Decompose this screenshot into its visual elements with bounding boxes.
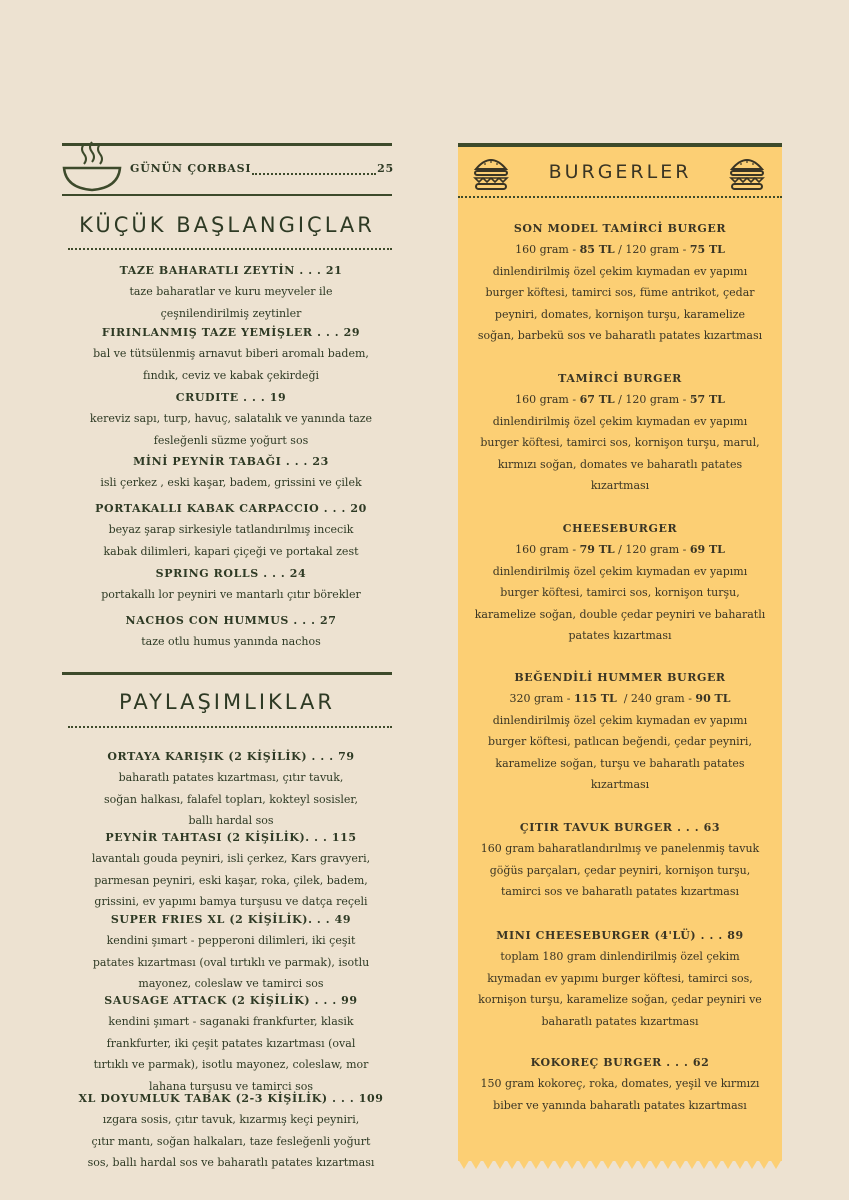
price-value: 90 TL	[695, 692, 731, 705]
menu-item-description-line: göğüs parçaları, çedar peyniri, kornişon turşu,	[489, 863, 751, 877]
menu-item-description-line: kornişon turşu, karamelize soğan, çedar peyniri ve	[478, 993, 762, 1006]
menu-item-description-line: frankfurter, iki çeşit patates kızartması (oval	[106, 1036, 356, 1050]
menu-item-name: TAZE BAHARATLI ZEYTİN . . . 21	[119, 264, 343, 277]
price-value: 57 TL	[689, 393, 725, 406]
menu-item	[62, 498, 400, 562]
soup-bottom-rule	[62, 194, 392, 196]
soup-price: 25	[377, 162, 394, 175]
menu-item-name: SAUSAGE ATTACK (2 KİŞİLİK) . . . 99	[104, 994, 358, 1007]
menu-item-name: SON MODEL TAMİRCİ BURGER	[513, 222, 727, 235]
menu-item	[62, 451, 400, 494]
menu-item	[458, 817, 782, 903]
menu-item-description-line: çeşnilendirilmiş zeytinler	[160, 306, 302, 320]
menu-item-name: CHEESEBURGER	[562, 522, 678, 535]
section-title-starters: KÜÇÜK BAŞLANGIÇLAR	[79, 213, 375, 237]
price-portion: / 120 gram -	[614, 543, 690, 556]
menu-item-description-line: burger köftesi, tamirci sos, kornişon turşu, marul,	[480, 436, 760, 449]
menu-item-price	[458, 539, 782, 561]
section-title-sharing: PAYLAŞIMLIKLAR	[119, 690, 335, 714]
menu-item-description-line: tırtıklı ve parmak), isotlu mayonez, coleslaw, mor	[93, 1058, 369, 1071]
menu-item	[62, 909, 400, 995]
menu-item-name: BEĞENDİLİ HUMMER BURGER	[514, 671, 726, 684]
menu-item-description-line: kereviz sapı, turp, havuç, salatalık ve yanında taze	[89, 412, 373, 425]
price-portion: 160 gram -	[515, 393, 580, 406]
menu-item-price	[458, 239, 782, 261]
menu-item-description-line: burger köftesi, tamirci sos, füme antrikot, çedar	[485, 286, 755, 299]
price-value: 79 TL	[579, 543, 615, 556]
menu-item-description-line: soğan halkası, falafel topları, kokteyl sosisler,	[104, 792, 358, 806]
menu-item-description-line: kırmızı soğan, domates ve baharatlı patates	[497, 457, 743, 471]
menu-item-description-line: baharatlı patates kızartması	[541, 1014, 699, 1028]
menu-item	[458, 925, 782, 1032]
soup-leader-dots	[252, 173, 376, 175]
menu-item-name: NACHOS CON HUMMUS . . . 27	[125, 614, 337, 627]
menu-item-description-line: parmesan peyniri, eski kaşar, roka, çilek, badem,	[94, 873, 368, 887]
price-portion: 160 gram -	[515, 543, 580, 556]
menu-item-description-line: mayonez, coleslaw ve tamirci sos	[138, 977, 324, 990]
burger-icon	[472, 155, 510, 191]
menu-item-name: PORTAKALLI KABAK CARPACCIO . . . 20	[95, 502, 367, 515]
menu-item-description-line: 150 gram kokoreç, roka, domates, yeşil ve kırmızı	[480, 1077, 760, 1090]
menu-item-description-line: biber ve yanında baharatlı patates kızartması	[493, 1098, 747, 1112]
price-value: 67 TL	[579, 393, 615, 406]
price-portion: 320 gram -	[509, 692, 575, 705]
menu-item	[62, 990, 400, 1097]
sharing-top-rule	[62, 672, 392, 675]
menu-item-description-line: grissini, ev yapımı bamya turşusu ve datça reçeli	[94, 895, 368, 908]
menu-item-description-line: peyniri, domates, kornişon turşu, karamelize	[494, 307, 746, 321]
price-portion: 160 gram -	[515, 243, 580, 256]
price-portion: / 240 gram -	[616, 692, 696, 705]
menu-item	[458, 518, 782, 647]
menu-item-description-line: isli çerkez , eski kaşar, badem, grissini ve çilek	[100, 476, 362, 489]
menu-item	[62, 563, 400, 606]
menu-item-name: ÇITIR TAVUK BURGER . . . 63	[519, 821, 721, 834]
price-value: 115 TL	[574, 692, 617, 705]
menu-item-description-line: fesleğenli süzme yoğurt sos	[153, 433, 309, 447]
menu-item-description-line: kendini şımart - pepperoni dilimleri, iki çeşit	[106, 934, 356, 947]
menu-item-description-line: patates kızartması (oval tırtıklı ve parmak), isotlu	[92, 955, 370, 969]
menu-item-description-line: dinlendirilmiş özel çekim kıymadan ev yapımı	[492, 564, 748, 578]
menu-item-description-line: sos, ballı hardal sos ve baharatlı patates kızartması	[87, 1156, 375, 1169]
menu-item	[458, 368, 782, 497]
menu-item-description-line: beyaz şarap sirkesiyle tatlandırılmış incecik	[108, 523, 354, 536]
menu-item-description-line: lavantalı gouda peyniri, isli çerkez, Kars gravyeri,	[91, 852, 371, 865]
menu-item	[62, 1088, 400, 1174]
menu-item-description-line: burger köftesi, tamirci sos, kornişon turşu,	[500, 586, 740, 599]
menu-item-description-line: kızartması	[590, 479, 650, 492]
menu-item-description-line: karamelize soğan, double çedar peyniri ve baharatlı	[474, 607, 766, 621]
menu-item-price	[458, 688, 782, 710]
section-title-burgers: BURGERLER	[548, 161, 692, 183]
menu-item-price	[458, 389, 782, 411]
menu-item-description-line: soğan, barbekü sos ve baharatlı patates kızartması	[477, 329, 763, 342]
menu-item-description-line: kızartması	[590, 778, 650, 791]
menu-item-description-line: portakallı lor peyniri ve mantarlı çıtır börekler	[101, 588, 361, 601]
menu-item-description-line: çıtır mantı, soğan halkaları, taze fesleğenli yoğurt	[91, 1134, 371, 1148]
menu-item	[62, 827, 400, 913]
banner-top-rule	[458, 143, 782, 147]
menu-item-description-line: patates kızartması	[568, 629, 672, 642]
menu-item-description-line: dinlendirilmiş özel çekim kıymadan ev yapımı	[492, 713, 748, 727]
price-value: 85 TL	[579, 243, 615, 256]
menu-item-name: ORTAYA KARIŞIK (2 KİŞİLİK) . . . 79	[107, 750, 355, 763]
menu-item-name: CRUDITE . . . 19	[175, 391, 287, 404]
menu-item-name: SPRING ROLLS . . . 24	[155, 567, 307, 580]
menu-item-name: XL DOYUMLUK TABAK (2-3 KİŞİLİK) . . . 109	[78, 1092, 384, 1105]
menu-item-description-line: kabak dilimleri, kapari çiçeği ve portakal zest	[103, 544, 359, 558]
menu-item-description-line: taze otlu humus yanında nachos	[141, 635, 321, 648]
burger-icon	[728, 155, 766, 191]
menu-item-name: PEYNİR TAHTASI (2 KİŞİLİK). . . 115	[105, 831, 357, 844]
menu-item-description-line: dinlendirilmiş özel çekim kıymadan ev yapımı	[492, 414, 748, 428]
menu-item-description-line: burger köftesi, patlıcan beğendi, çedar peyniri,	[488, 735, 752, 748]
banner-zigzag-edge	[458, 1159, 782, 1169]
menu-item	[62, 746, 400, 832]
menu-item-description-line: 160 gram baharatlandırılmış ve panelenmiş tavuk	[480, 842, 760, 855]
menu-item	[458, 218, 782, 347]
price-portion: / 120 gram -	[614, 393, 690, 406]
menu-item	[62, 610, 400, 653]
menu-item-name: TAMİRCİ BURGER	[558, 372, 682, 385]
price-value: 75 TL	[689, 243, 725, 256]
menu-item-name: KOKOREÇ BURGER . . . 62	[530, 1056, 710, 1069]
price-portion: / 120 gram -	[614, 243, 690, 256]
price-value: 69 TL	[689, 543, 725, 556]
soup-label: GÜNÜN ÇORBASI	[130, 162, 252, 175]
soup-bowl-icon	[62, 138, 122, 194]
sharing-title-dots	[68, 726, 392, 728]
menu-item-description-line: tamirci sos ve baharatlı patates kızartması	[500, 885, 740, 898]
menu-item-description-line: fındık, ceviz ve kabak çekirdeği	[142, 368, 320, 382]
menu-item-description-line: taze baharatlar ve kuru meyveler ile	[129, 285, 333, 298]
menu-item-description-line: ballı hardal sos	[188, 814, 274, 827]
menu-item	[62, 260, 400, 324]
menu-item-description-line: baharatlı patates kızartması, çıtır tavuk,	[118, 771, 344, 784]
menu-item-description-line: ızgara sosis, çıtır tavuk, kızarmış keçi peyniri,	[102, 1113, 360, 1126]
menu-item-description-line: dinlendirilmiş özel çekim kıymadan ev yapımı	[492, 264, 748, 278]
menu-item-description-line: kıymadan ev yapımı burger köftesi, tamirci sos,	[487, 971, 753, 985]
menu-item-name: MİNİ PEYNİR TABAĞI . . . 23	[133, 455, 329, 468]
menu-item	[62, 387, 400, 451]
banner-title-dots	[458, 196, 782, 198]
menu-item-name: MINI CHEESEBURGER (4'LÜ) . . . 89	[496, 929, 744, 942]
starters-title-dots	[68, 248, 392, 250]
menu-item-description-line: kendini şımart - saganaki frankfurter, klasik	[108, 1015, 354, 1028]
menu-item	[458, 1052, 782, 1116]
menu-item	[458, 667, 782, 796]
menu-item-description-line: karamelize soğan, turşu ve baharatlı patates	[495, 756, 745, 770]
menu-item-name: FIRINLANMIŞ TAZE YEMİŞLER . . . 29	[101, 326, 361, 339]
soup-of-the-day	[130, 162, 394, 175]
menu-item-description-line: toplam 180 gram dinlendirilmiş özel çekim	[500, 950, 740, 963]
menu-item	[62, 322, 400, 386]
menu-item-description-line: lahana turşusu ve tamirci sos	[148, 1079, 314, 1093]
menu-item-description-line: bal ve tütsülenmiş arnavut biberi aromalı badem,	[93, 347, 369, 360]
menu-item-name: SUPER FRIES XL (2 KİŞİLİK). . . 49	[110, 913, 352, 926]
